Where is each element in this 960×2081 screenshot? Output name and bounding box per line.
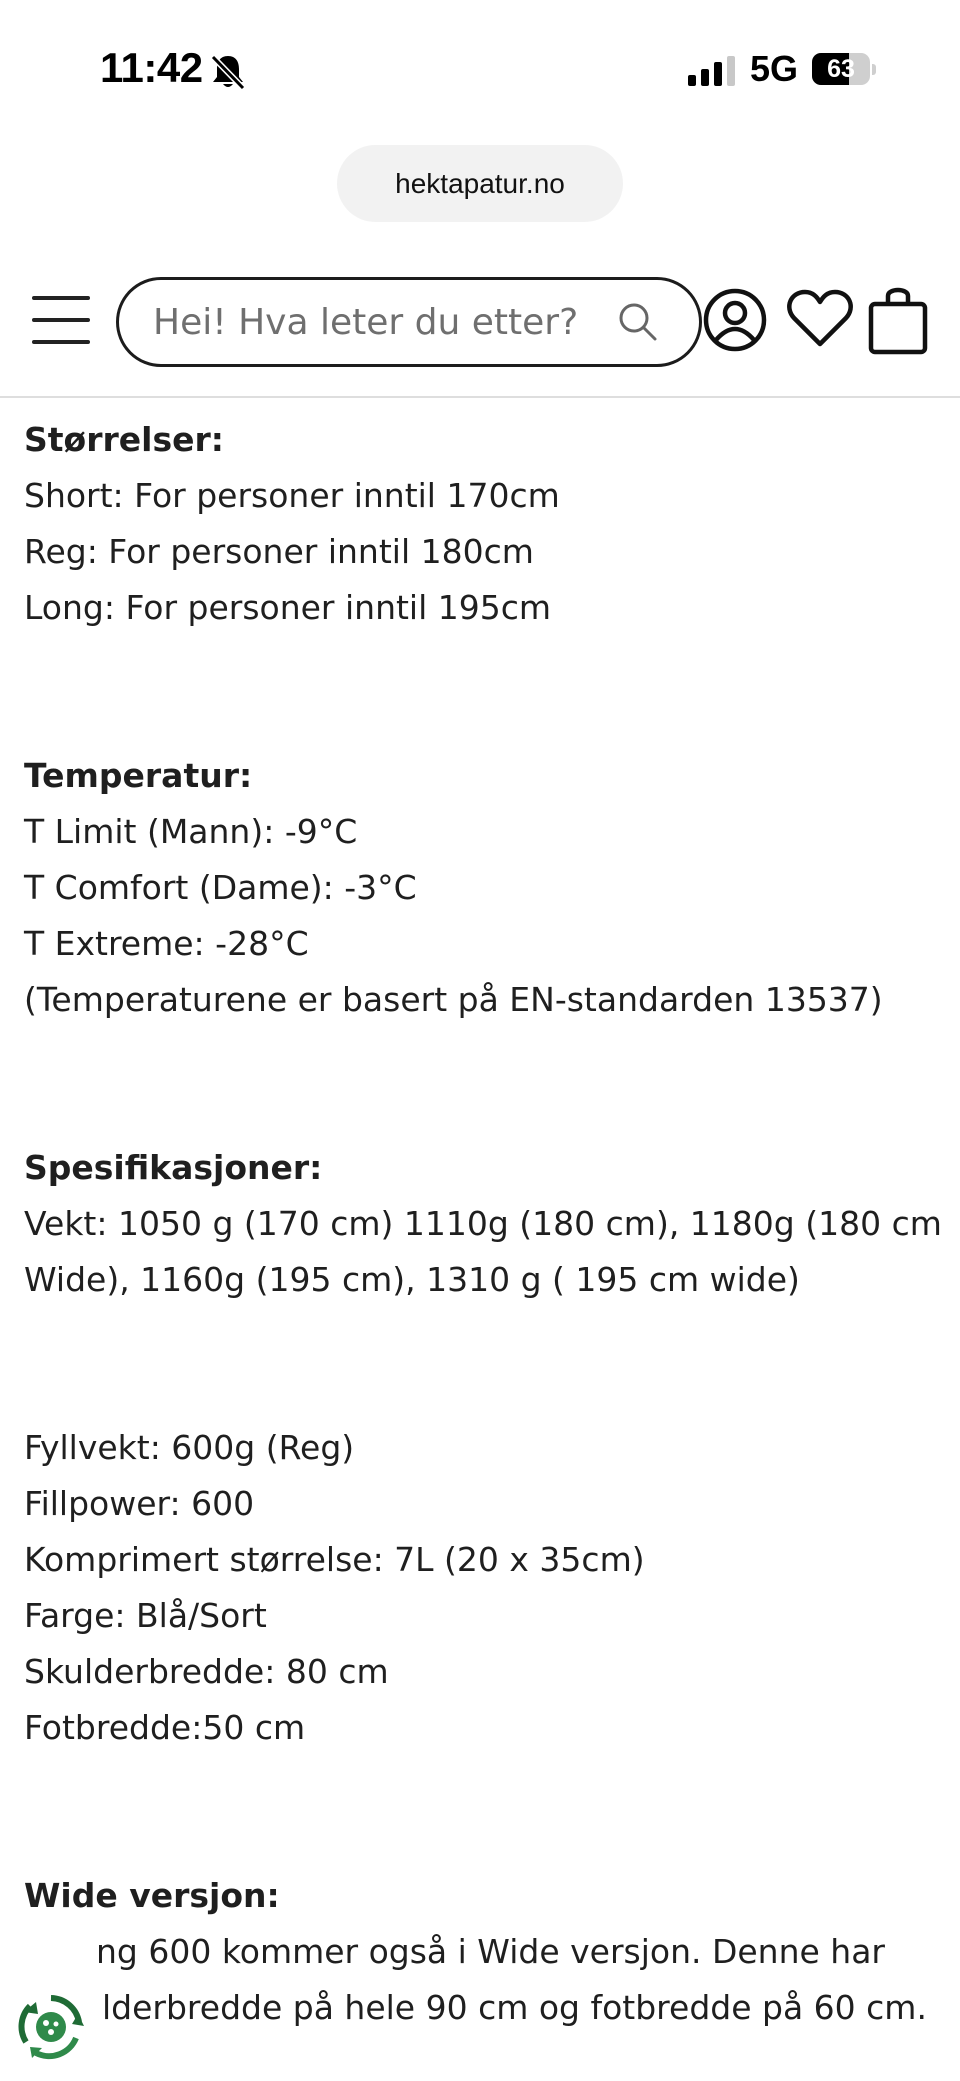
spec-line: Fillpower: 600 [24, 1484, 255, 1523]
battery-icon [812, 53, 876, 85]
url-bar[interactable]: hektapatur.no [337, 145, 623, 222]
wide-line: ng 600 kommer også i Wide versjon. Denne har [96, 1932, 886, 1971]
temperature-line: T Limit (Mann): -9°C [24, 812, 358, 851]
signal-icon [688, 56, 738, 86]
wide-line: lderbredde på hele 90 cm og fotbredde på 60 cm. [102, 1988, 927, 2027]
search-icon[interactable] [617, 301, 659, 343]
hamburger-icon[interactable] [32, 294, 92, 346]
size-line: Short: For personer inntil 170cm [24, 476, 560, 515]
site-header [0, 268, 960, 398]
recycle-icon[interactable] [16, 1992, 86, 2062]
temperature-title: Temperatur: [24, 756, 253, 795]
spec-line: Fyllvekt: 600g (Reg) [24, 1428, 355, 1467]
spec-line: Fotbredde:50 cm [24, 1708, 306, 1747]
status-bar [0, 0, 960, 140]
search-box[interactable] [116, 277, 702, 367]
search-input[interactable] [153, 294, 593, 350]
network-type: 5G [750, 48, 799, 89]
heart-icon[interactable] [786, 288, 854, 350]
bag-icon[interactable] [866, 282, 930, 356]
spec-weight-line: Wide), 1160g (195 cm), 1310 g ( 195 cm wide) [24, 1260, 800, 1299]
spec-line: Skulderbredde: 80 cm [24, 1652, 389, 1691]
status-time: 11:42 [100, 44, 203, 91]
spec-line: Farge: Blå/Sort [24, 1596, 267, 1635]
spec-weight-line: Vekt: 1050 g (170 cm) 1110g (180 cm), 1180g (180 cm [24, 1204, 942, 1243]
temperature-line: (Temperaturene er basert på EN-standarden 13537) [24, 980, 883, 1019]
temperature-line: T Extreme: -28°C [24, 924, 309, 963]
spec-line: Komprimert størrelse: 7L (20 x 35cm) [24, 1540, 645, 1579]
temperature-line: T Comfort (Dame): -3°C [24, 868, 417, 907]
size-line: Reg: For personer inntil 180cm [24, 532, 534, 571]
sizes-title: Størrelser: [24, 420, 224, 459]
size-line: Long: For personer inntil 195cm [24, 588, 552, 627]
specs-title: Spesifikasjoner: [24, 1148, 323, 1187]
wide-title: Wide versjon: [24, 1876, 280, 1915]
user-icon[interactable] [702, 284, 768, 356]
battery-level: 63 [827, 55, 855, 83]
product-description [24, 412, 944, 2036]
bell-slash-icon [208, 52, 248, 92]
